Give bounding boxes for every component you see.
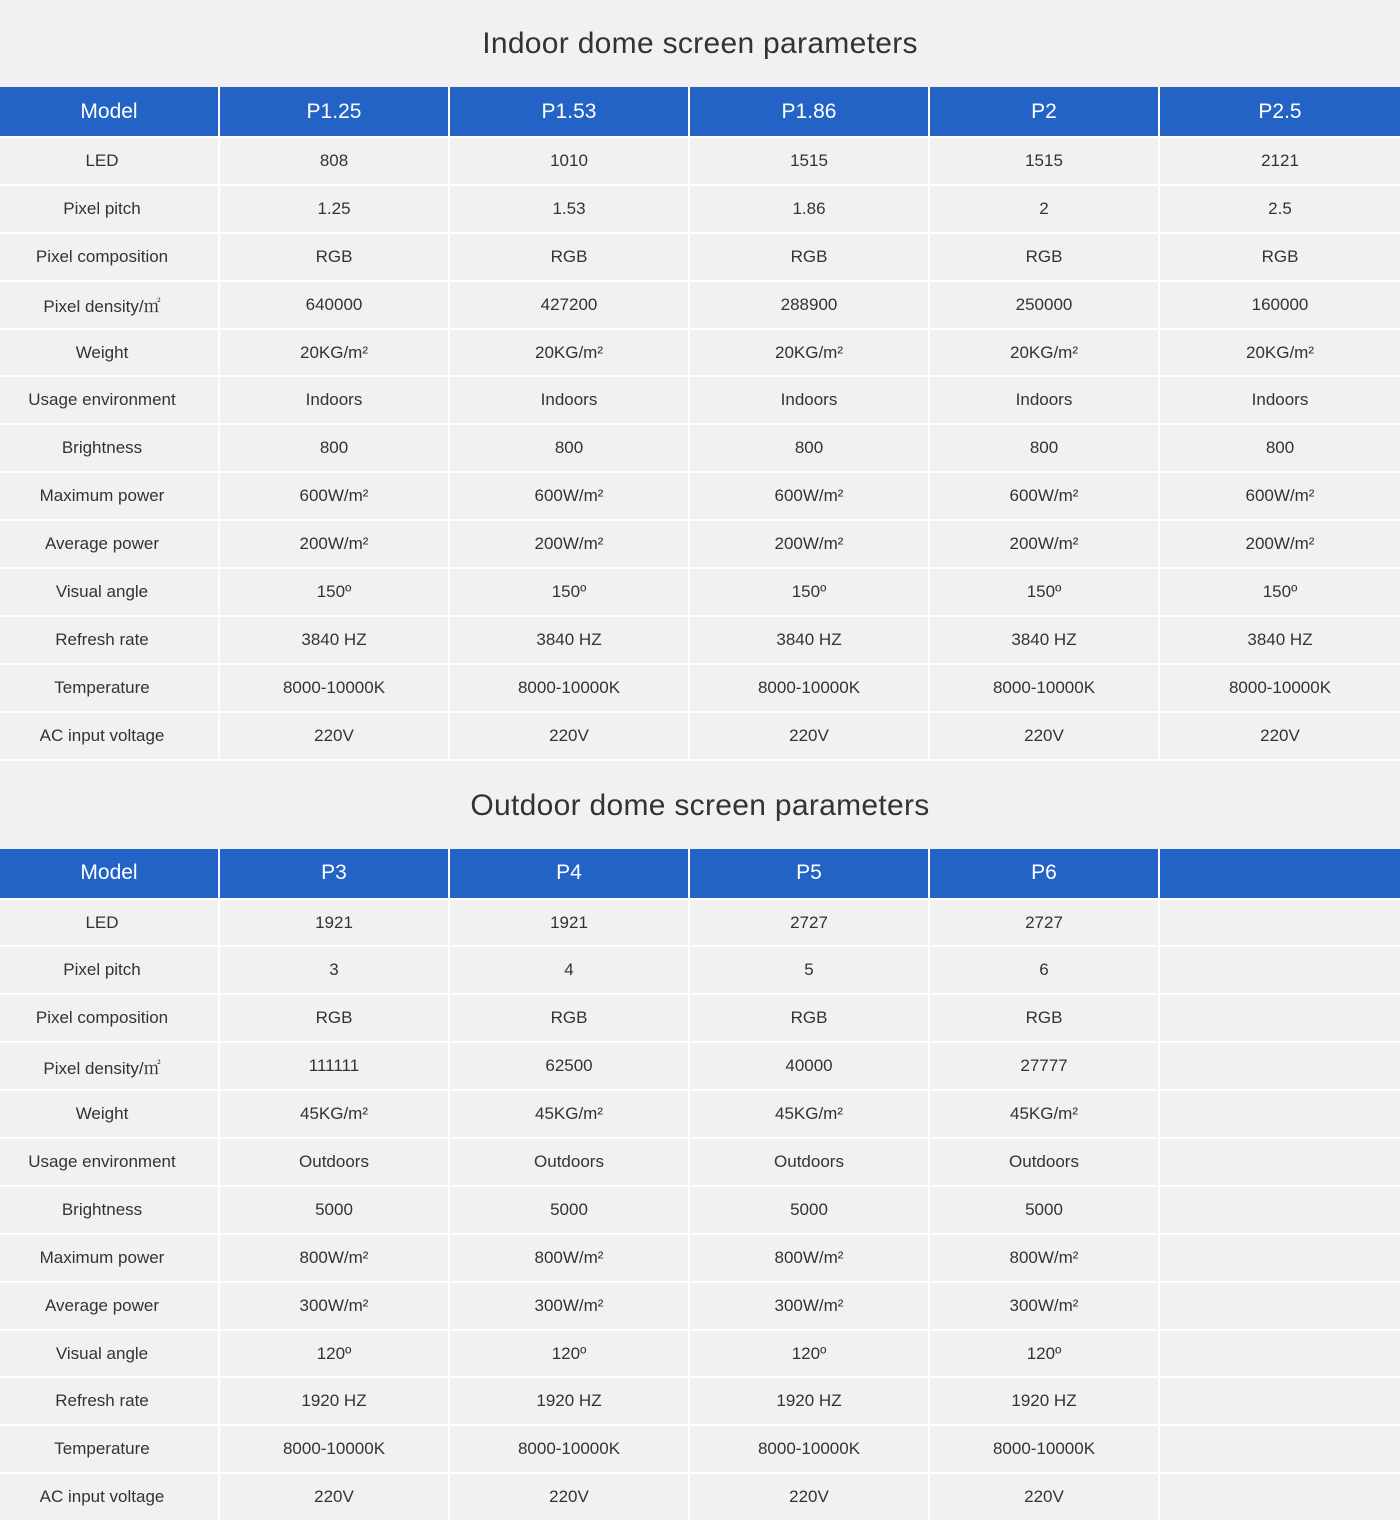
row-label-cell bbox=[0, 1042, 219, 1090]
row-label-cell bbox=[0, 137, 219, 185]
value-cell: 220V bbox=[219, 1473, 449, 1521]
row-label-cell bbox=[0, 1330, 219, 1378]
header-cell: Model bbox=[0, 87, 219, 137]
value-cell bbox=[1159, 1186, 1400, 1234]
header-cell: P6 bbox=[929, 849, 1159, 899]
header-cell: P4 bbox=[449, 849, 689, 899]
value-cell: 600W/m² bbox=[929, 472, 1159, 520]
value-cell: RGB bbox=[689, 233, 929, 281]
value-cell: 5 bbox=[689, 946, 929, 994]
value-cell: 200W/m² bbox=[449, 520, 689, 568]
table-row bbox=[0, 568, 1400, 616]
value-cell: 1921 bbox=[449, 899, 689, 947]
outdoor-header-row bbox=[0, 849, 1400, 899]
row-label-cell bbox=[0, 472, 219, 520]
value-cell bbox=[1159, 1377, 1400, 1425]
row-label: Pixel composition bbox=[35, 1008, 169, 1028]
row-label-cell bbox=[0, 1473, 219, 1521]
value-cell: 8000-10000K bbox=[689, 1425, 929, 1473]
row-label-cell bbox=[0, 281, 219, 329]
table-row bbox=[0, 899, 1400, 947]
row-label: Usage environment bbox=[28, 390, 176, 410]
value-cell: 1010 bbox=[449, 137, 689, 185]
value-cell: 800 bbox=[449, 424, 689, 472]
value-cell: 20KG/m² bbox=[929, 329, 1159, 377]
value-cell: 3840 HZ bbox=[929, 616, 1159, 664]
value-cell: 5000 bbox=[449, 1186, 689, 1234]
value-cell: RGB bbox=[449, 233, 689, 281]
value-cell: Indoors bbox=[689, 376, 929, 424]
value-cell: 220V bbox=[219, 712, 449, 760]
value-cell: RGB bbox=[929, 233, 1159, 281]
value-cell: 2.5 bbox=[1159, 185, 1400, 233]
value-cell: 800W/m² bbox=[689, 1234, 929, 1282]
table-row bbox=[0, 233, 1400, 281]
row-label: Weight bbox=[75, 342, 129, 362]
value-cell: 45KG/m² bbox=[449, 1090, 689, 1138]
header-cell: P2.5 bbox=[1159, 87, 1400, 137]
table-row bbox=[0, 946, 1400, 994]
value-cell: 20KG/m² bbox=[449, 329, 689, 377]
value-cell: 1920 HZ bbox=[219, 1377, 449, 1425]
row-label-cell bbox=[0, 1138, 219, 1186]
outdoor-spec-table bbox=[0, 849, 1400, 1522]
value-cell: 20KG/m² bbox=[219, 329, 449, 377]
value-cell: 1921 bbox=[219, 899, 449, 947]
value-cell: 800 bbox=[219, 424, 449, 472]
row-label-cell bbox=[0, 899, 219, 947]
value-cell bbox=[1159, 1473, 1400, 1521]
row-label-cell bbox=[0, 329, 219, 377]
value-cell: Outdoors bbox=[929, 1138, 1159, 1186]
row-label-cell bbox=[0, 616, 219, 664]
table-row bbox=[0, 472, 1400, 520]
value-cell: 1.53 bbox=[449, 185, 689, 233]
header-cell: P2 bbox=[929, 87, 1159, 137]
value-cell: RGB bbox=[689, 994, 929, 1042]
value-cell: 220V bbox=[929, 712, 1159, 760]
value-cell: 288900 bbox=[689, 281, 929, 329]
row-label-cell bbox=[0, 185, 219, 233]
value-cell: 45KG/m² bbox=[219, 1090, 449, 1138]
value-cell bbox=[1159, 1090, 1400, 1138]
row-label-cell bbox=[0, 424, 219, 472]
value-cell: 300W/m² bbox=[929, 1282, 1159, 1330]
value-cell: 220V bbox=[689, 1473, 929, 1521]
row-label-cell bbox=[0, 568, 219, 616]
row-label: Brightness bbox=[61, 438, 143, 458]
value-cell: 1920 HZ bbox=[689, 1377, 929, 1425]
header-cell: Model bbox=[0, 849, 219, 899]
value-cell: 1920 HZ bbox=[449, 1377, 689, 1425]
header-cell: P1.86 bbox=[689, 87, 929, 137]
row-label: AC input voltage bbox=[39, 725, 165, 745]
table-row bbox=[0, 329, 1400, 377]
value-cell: 3 bbox=[219, 946, 449, 994]
row-label: Visual angle bbox=[55, 1343, 149, 1363]
row-label-cell bbox=[0, 664, 219, 712]
table-row bbox=[0, 616, 1400, 664]
value-cell: 45KG/m² bbox=[929, 1090, 1159, 1138]
value-cell: 5000 bbox=[929, 1186, 1159, 1234]
value-cell: 150º bbox=[449, 568, 689, 616]
row-label-cell bbox=[0, 1234, 219, 1282]
table-row bbox=[0, 137, 1400, 185]
header-cell: P3 bbox=[219, 849, 449, 899]
indoor-table-body bbox=[0, 137, 1400, 760]
value-cell: 600W/m² bbox=[689, 472, 929, 520]
value-cell bbox=[1159, 1138, 1400, 1186]
value-cell: 3840 HZ bbox=[689, 616, 929, 664]
indoor-header-row bbox=[0, 87, 1400, 137]
value-cell: 45KG/m² bbox=[689, 1090, 929, 1138]
value-cell: RGB bbox=[449, 994, 689, 1042]
table-row bbox=[0, 1473, 1400, 1521]
value-cell: RGB bbox=[219, 233, 449, 281]
value-cell: 8000-10000K bbox=[219, 1425, 449, 1473]
value-cell: 62500 bbox=[449, 1042, 689, 1090]
outdoor-table-body bbox=[0, 899, 1400, 1522]
header-cell: P1.53 bbox=[449, 87, 689, 137]
value-cell: 5000 bbox=[689, 1186, 929, 1234]
row-label: LED bbox=[85, 150, 119, 170]
value-cell bbox=[1159, 1042, 1400, 1090]
value-cell: 800 bbox=[1159, 424, 1400, 472]
row-label: Pixel density/㎡ bbox=[43, 297, 161, 317]
value-cell: 800W/m² bbox=[449, 1234, 689, 1282]
value-cell: Indoors bbox=[1159, 376, 1400, 424]
value-cell bbox=[1159, 946, 1400, 994]
value-cell: 111111 bbox=[219, 1042, 449, 1090]
value-cell: 250000 bbox=[929, 281, 1159, 329]
table-row bbox=[0, 1090, 1400, 1138]
value-cell: 5000 bbox=[219, 1186, 449, 1234]
row-label: Refresh rate bbox=[55, 629, 149, 649]
row-label-cell bbox=[0, 1377, 219, 1425]
row-label: Refresh rate bbox=[55, 1391, 149, 1411]
table-row bbox=[0, 281, 1400, 329]
value-cell: 1515 bbox=[929, 137, 1159, 185]
row-label-cell bbox=[0, 1090, 219, 1138]
row-label-cell bbox=[0, 1186, 219, 1234]
value-cell: 200W/m² bbox=[929, 520, 1159, 568]
table-row bbox=[0, 376, 1400, 424]
value-cell: 120º bbox=[449, 1330, 689, 1378]
table-row bbox=[0, 1377, 1400, 1425]
table-row bbox=[0, 712, 1400, 760]
value-cell: 120º bbox=[219, 1330, 449, 1378]
value-cell: 2 bbox=[929, 185, 1159, 233]
value-cell bbox=[1159, 1425, 1400, 1473]
value-cell: 427200 bbox=[449, 281, 689, 329]
value-cell: 150º bbox=[219, 568, 449, 616]
value-cell: 800W/m² bbox=[929, 1234, 1159, 1282]
value-cell: 4 bbox=[449, 946, 689, 994]
row-label-cell bbox=[0, 994, 219, 1042]
value-cell: Outdoors bbox=[219, 1138, 449, 1186]
row-label-cell bbox=[0, 520, 219, 568]
header-cell: P5 bbox=[689, 849, 929, 899]
value-cell: 600W/m² bbox=[1159, 472, 1400, 520]
value-cell: RGB bbox=[219, 994, 449, 1042]
value-cell: 300W/m² bbox=[689, 1282, 929, 1330]
value-cell: 6 bbox=[929, 946, 1159, 994]
value-cell: 600W/m² bbox=[219, 472, 449, 520]
value-cell: 8000-10000K bbox=[929, 1425, 1159, 1473]
value-cell: 1.86 bbox=[689, 185, 929, 233]
value-cell: 200W/m² bbox=[689, 520, 929, 568]
row-label: Weight bbox=[75, 1104, 129, 1124]
row-label: Temperature bbox=[54, 1439, 150, 1459]
table-row bbox=[0, 1234, 1400, 1282]
value-cell: 800 bbox=[929, 424, 1159, 472]
table-row bbox=[0, 185, 1400, 233]
value-cell: 27777 bbox=[929, 1042, 1159, 1090]
value-cell: 3840 HZ bbox=[1159, 616, 1400, 664]
value-cell: Indoors bbox=[449, 376, 689, 424]
value-cell bbox=[1159, 994, 1400, 1042]
table-row bbox=[0, 1138, 1400, 1186]
row-label-cell bbox=[0, 712, 219, 760]
value-cell: 150º bbox=[929, 568, 1159, 616]
table-row bbox=[0, 424, 1400, 472]
row-label: Maximum power bbox=[39, 486, 165, 506]
value-cell bbox=[1159, 1282, 1400, 1330]
table-row bbox=[0, 1282, 1400, 1330]
row-label-cell bbox=[0, 946, 219, 994]
value-cell: 220V bbox=[929, 1473, 1159, 1521]
value-cell: 300W/m² bbox=[219, 1282, 449, 1330]
value-cell: Indoors bbox=[219, 376, 449, 424]
row-label-cell bbox=[0, 1282, 219, 1330]
table-row bbox=[0, 994, 1400, 1042]
row-label: Visual angle bbox=[55, 581, 149, 601]
table-row bbox=[0, 1330, 1400, 1378]
value-cell: 800W/m² bbox=[219, 1234, 449, 1282]
header-cell: P1.25 bbox=[219, 87, 449, 137]
row-label: Average power bbox=[44, 534, 160, 554]
row-label: Temperature bbox=[54, 677, 150, 697]
value-cell: RGB bbox=[929, 994, 1159, 1042]
value-cell: 800 bbox=[689, 424, 929, 472]
row-label-cell bbox=[0, 233, 219, 281]
row-label: Pixel pitch bbox=[63, 198, 141, 218]
value-cell: 300W/m² bbox=[449, 1282, 689, 1330]
value-cell: 120º bbox=[929, 1330, 1159, 1378]
value-cell: 40000 bbox=[689, 1042, 929, 1090]
value-cell bbox=[1159, 1330, 1400, 1378]
value-cell: 2121 bbox=[1159, 137, 1400, 185]
row-label: Pixel density/㎡ bbox=[43, 1058, 161, 1078]
header-cell bbox=[1159, 849, 1400, 899]
value-cell bbox=[1159, 1234, 1400, 1282]
table-row bbox=[0, 1042, 1400, 1090]
value-cell: 8000-10000K bbox=[449, 664, 689, 712]
value-cell: 8000-10000K bbox=[219, 664, 449, 712]
value-cell: 3840 HZ bbox=[219, 616, 449, 664]
row-label-cell bbox=[0, 376, 219, 424]
value-cell: 1515 bbox=[689, 137, 929, 185]
row-label: LED bbox=[85, 912, 119, 932]
row-label: AC input voltage bbox=[39, 1487, 165, 1507]
indoor-spec-table bbox=[0, 87, 1400, 761]
value-cell: 120º bbox=[689, 1330, 929, 1378]
indoor-title: Indoor dome screen parameters bbox=[482, 27, 918, 60]
table-row bbox=[0, 1425, 1400, 1473]
value-cell: 160000 bbox=[1159, 281, 1400, 329]
outdoor-section bbox=[0, 761, 1400, 1522]
value-cell: Indoors bbox=[929, 376, 1159, 424]
value-cell: 150º bbox=[1159, 568, 1400, 616]
value-cell: 600W/m² bbox=[449, 472, 689, 520]
value-cell: 220V bbox=[1159, 712, 1400, 760]
value-cell: 2727 bbox=[929, 899, 1159, 947]
row-label: Average power bbox=[44, 1295, 160, 1315]
value-cell: 2727 bbox=[689, 899, 929, 947]
row-label: Maximum power bbox=[39, 1247, 165, 1267]
value-cell: 640000 bbox=[219, 281, 449, 329]
row-label-cell bbox=[0, 1425, 219, 1473]
value-cell: 220V bbox=[449, 1473, 689, 1521]
row-label: Pixel composition bbox=[35, 246, 169, 266]
value-cell: 20KG/m² bbox=[689, 329, 929, 377]
value-cell: 808 bbox=[219, 137, 449, 185]
table-row bbox=[0, 520, 1400, 568]
table-row bbox=[0, 1186, 1400, 1234]
row-label: Brightness bbox=[61, 1199, 143, 1219]
value-cell: 20KG/m² bbox=[1159, 329, 1400, 377]
table-row bbox=[0, 664, 1400, 712]
value-cell: RGB bbox=[1159, 233, 1400, 281]
value-cell bbox=[1159, 899, 1400, 947]
value-cell: Outdoors bbox=[449, 1138, 689, 1186]
value-cell: 1.25 bbox=[219, 185, 449, 233]
outdoor-title: Outdoor dome screen parameters bbox=[470, 788, 930, 822]
value-cell: 8000-10000K bbox=[1159, 664, 1400, 712]
row-label: Usage environment bbox=[28, 1151, 176, 1171]
value-cell: 3840 HZ bbox=[449, 616, 689, 664]
value-cell: 8000-10000K bbox=[929, 664, 1159, 712]
value-cell: 150º bbox=[689, 568, 929, 616]
value-cell: 8000-10000K bbox=[689, 664, 929, 712]
value-cell: 200W/m² bbox=[219, 520, 449, 568]
value-cell: Outdoors bbox=[689, 1138, 929, 1186]
value-cell: 8000-10000K bbox=[449, 1425, 689, 1473]
value-cell: 200W/m² bbox=[1159, 520, 1400, 568]
value-cell: 220V bbox=[449, 712, 689, 760]
value-cell: 1920 HZ bbox=[929, 1377, 1159, 1425]
value-cell: 220V bbox=[689, 712, 929, 760]
row-label: Pixel pitch bbox=[63, 960, 141, 980]
